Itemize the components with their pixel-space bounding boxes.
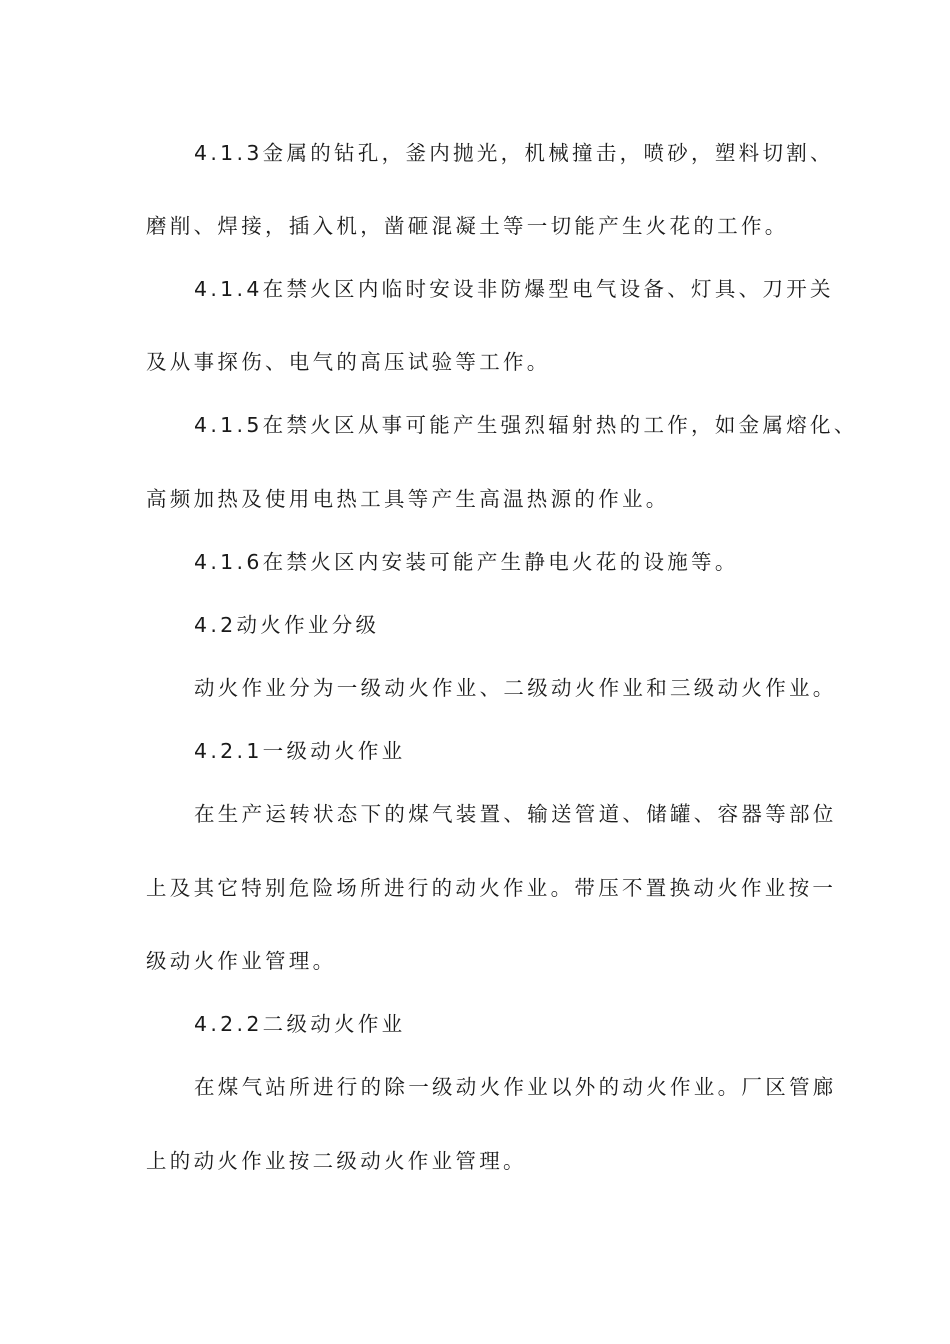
paragraph-4-1-4-line-1: 4.1.4在禁火区内临时安设非防爆型电气设备、灯具、刀开关: [194, 277, 834, 301]
paragraph-4-2-2-line-1: 在煤气站所进行的除一级动火作业以外的动火作业。厂区管廊: [194, 1075, 837, 1099]
heading-4-2-2: 4.2.2二级动火作业: [194, 1012, 406, 1036]
paragraph-4-2-1-line-1: 在生产运转状态下的煤气装置、输送管道、储罐、容器等部位: [194, 802, 837, 826]
paragraph-4-1-5-line-1: 4.1.5在禁火区从事可能产生强烈辐射热的工作，如金属熔化、: [194, 413, 858, 437]
heading-4-2: 4.2动火作业分级: [194, 613, 380, 637]
paragraph-4-1-3-line-1: 4.1.3金属的钻孔，釜内抛光，机械撞击，喷砂，塑料切割、: [194, 141, 834, 165]
paragraph-4-2-1-line-2: 上及其它特别危险场所进行的动火作业。带压不置换动火作业按一: [146, 876, 837, 900]
paragraph-4-1-6: 4.1.6在禁火区内安装可能产生静电火花的设施等。: [194, 550, 739, 574]
paragraph-4-2-1-line-3: 级动火作业管理。: [146, 949, 337, 973]
paragraph-4-1-3-line-2: 磨削、焊接，插入机，凿砸混凝土等一切能产生火花的工作。: [146, 214, 789, 238]
paragraph-4-1-4-line-2: 及从事探伤、电气的高压试验等工作。: [146, 350, 551, 374]
paragraph-4-2-intro: 动火作业分为一级动火作业、二级动火作业和三级动火作业。: [194, 676, 837, 700]
paragraph-4-1-5-line-2: 高频加热及使用电热工具等产生高温热源的作业。: [146, 487, 670, 511]
paragraph-4-2-2-line-2: 上的动火作业按二级动火作业管理。: [146, 1149, 527, 1173]
heading-4-2-1: 4.2.1一级动火作业: [194, 739, 406, 763]
